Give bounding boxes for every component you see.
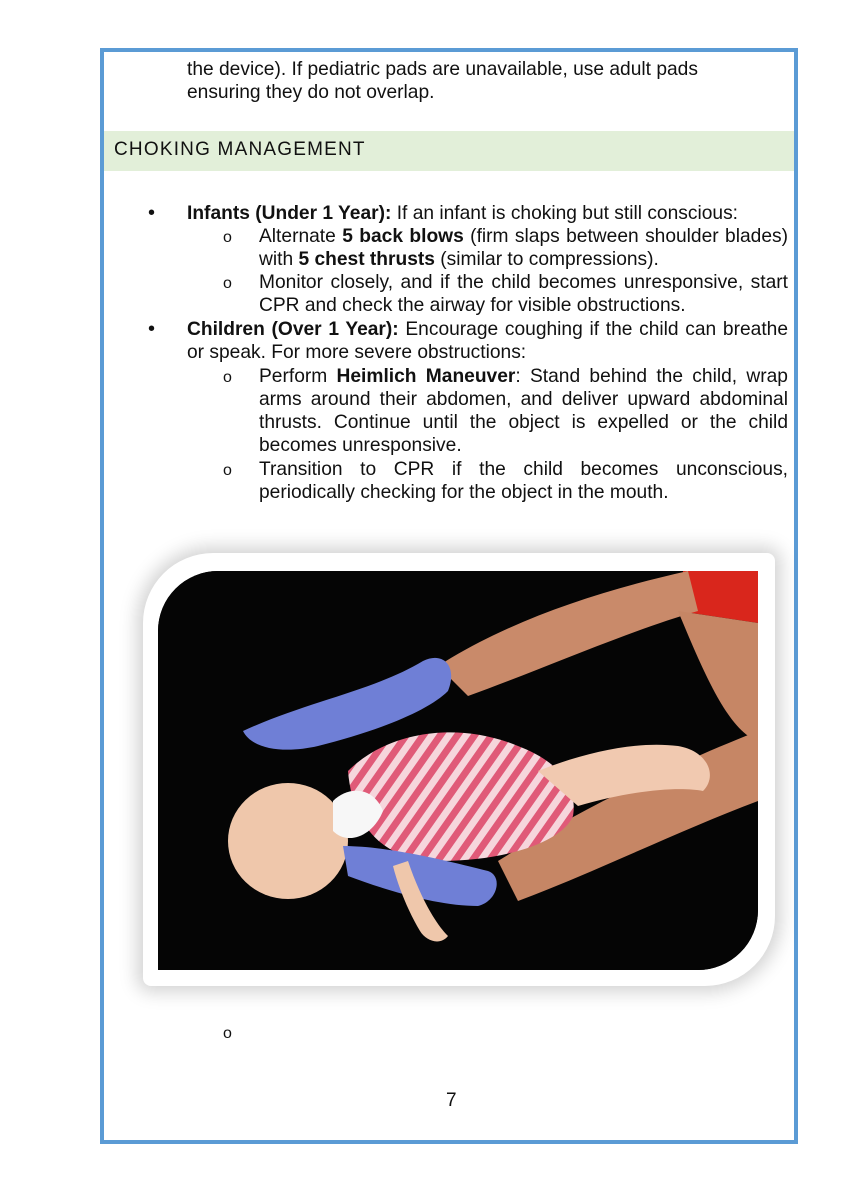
bullet-dot: •	[148, 318, 156, 340]
children-sub1-post: : Stand behind the child, wrap arms around their abdomen, and deliver upward abdominal thrusts. Continue until the object is expelled or the child becomes unresponsive.	[259, 366, 788, 456]
section-heading: CHOKING MANAGEMENT	[114, 139, 366, 160]
infants-sub1-pre: Alternate	[259, 226, 343, 247]
sub-bullet: o	[223, 1025, 232, 1042]
infant-back-blows-photo	[158, 571, 758, 970]
back-blows-text: 5 back blows	[342, 226, 464, 247]
infants-sub1-mid: (firm slaps between shoulder blades) with	[259, 226, 788, 270]
children-label: Children (Over 1 Year):	[187, 319, 399, 340]
page-number: 7	[446, 1090, 457, 1111]
sub-bullet: o	[223, 462, 232, 479]
bullet-dot: •	[148, 202, 156, 224]
infants-sub-1	[259, 225, 788, 271]
sub-bullet: o	[223, 275, 232, 292]
children-sub-1	[259, 365, 788, 457]
infants-item	[187, 202, 788, 225]
children-sub-2: Transition to CPR if the child becomes unconscious, periodically checking for the object in the mouth.	[259, 459, 788, 503]
chest-thrusts-text: 5 chest thrusts	[298, 249, 435, 270]
children-item	[187, 318, 788, 364]
infants-text: If an infant is choking but still conscious:	[391, 203, 738, 224]
intro-line-1: the device). If pediatric pads are unavailable, use adult pads	[187, 59, 698, 80]
intro-paragraph	[187, 58, 788, 104]
infants-sub-2: Monitor closely, and if the child becomes unresponsive, start CPR and check the airway for visible obstructions.	[259, 272, 788, 316]
children-text: Encourage coughing if the child can breathe or speak. For more severe obstructions:	[187, 319, 788, 363]
sub-bullet: o	[223, 369, 232, 386]
children-sub1-pre: Perform	[259, 366, 337, 387]
infant-manikin-illustration	[158, 571, 758, 970]
intro-line-2: ensuring they do not overlap.	[187, 82, 435, 103]
sub-bullet: o	[223, 229, 232, 246]
infants-label: Infants (Under 1 Year):	[187, 203, 392, 224]
infants-sub1-post: (similar to compressions).	[434, 249, 659, 270]
heimlich-text: Heimlich Maneuver	[336, 366, 516, 387]
